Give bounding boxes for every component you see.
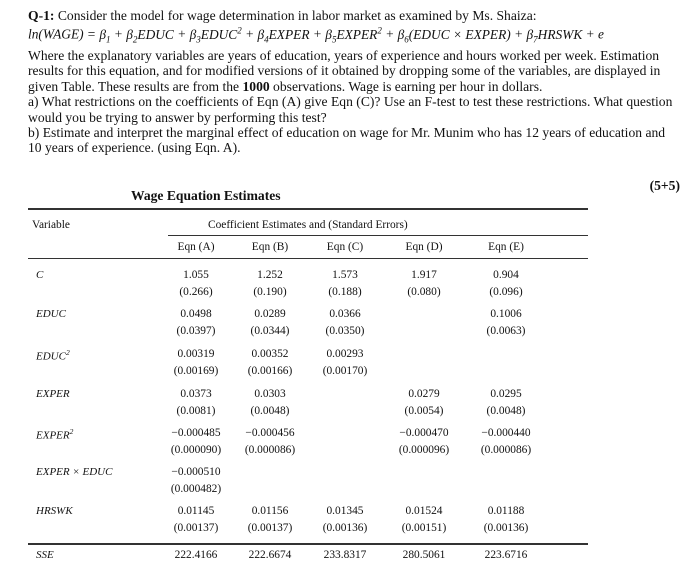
standard-error: (0.00137) (173, 522, 219, 534)
sse-value: 280.5061 (402, 549, 446, 561)
standard-error: (0.00151) (401, 522, 447, 534)
beta-subscript: 3 (196, 34, 201, 45)
part-a: a) What restrictions on the coefficients of Eqn (A) give Eqn (C)? Use an F-test to test these restrictions. What question would you be trying to answer by performing this test? (28, 94, 673, 125)
beta-subscript: 2 (132, 34, 138, 45)
variable-exponent: 2 (69, 427, 74, 436)
standard-error: (0.00169) (173, 365, 219, 377)
wage-estimates-table (28, 208, 588, 568)
standard-error: (0.080) (407, 286, 441, 298)
equation-term (526, 26, 583, 45)
coefficient-value: 1.252 (257, 269, 283, 281)
coefficient-value: 1.917 (411, 269, 437, 281)
standard-error: (0.0350) (325, 325, 365, 337)
coefficient-value: 0.0303 (254, 388, 286, 400)
header-bottom-rule (28, 258, 588, 259)
beta-subscript: 6 (404, 34, 409, 45)
group-header: Coefficient Estimates and (Standard Errors) (208, 219, 408, 231)
coefficient-value: 0.00293 (326, 348, 364, 360)
beta-symbol: β (325, 26, 332, 42)
coefficient-value: 0.0366 (329, 308, 361, 320)
variable-exponent: 2 (65, 348, 70, 357)
row-variable: C (36, 269, 44, 281)
coefficient-value: −0.000470 (399, 427, 449, 439)
sse-value: 222.6674 (248, 549, 292, 561)
sse-top-rule (28, 543, 588, 545)
term-variable: EXPER (336, 26, 378, 42)
row-variable: EXPER (36, 388, 70, 400)
beta-subscript: 7 (533, 34, 538, 45)
term-variable: EDUC (137, 26, 174, 42)
standard-error: (0.0081) (176, 405, 216, 417)
standard-error: (0.0054) (404, 405, 444, 417)
term-variable: (EDUC × EXPER) (408, 26, 511, 42)
coefficient-value: −0.000485 (171, 427, 221, 439)
question-description (28, 48, 678, 94)
row-variable: EDUC (36, 308, 66, 320)
column-header: Eqn (A) (177, 241, 215, 253)
coefficient-value: 0.01188 (487, 505, 525, 517)
term-variable: EXPER (268, 26, 310, 42)
equation-plus: + (110, 26, 127, 42)
standard-error: (0.0397) (176, 325, 216, 337)
part-b: b) Estimate and interpret the marginal effect of education on wage for Mr. Munim who has 12 years of education and 10 years of experience. (using Eqn. A). (28, 124, 666, 156)
variable-header: Variable (32, 219, 70, 231)
standard-error: (0.266) (179, 286, 213, 298)
desc-post: observations. Wage is earning per hour in dollars. (269, 78, 543, 94)
coefficient-value: 0.01156 (251, 505, 289, 517)
desc-pre: Where the explanatory variables are years of education, years of experience and hours worked per week. Estimation results for this equation, and for modified versions of it obtained by dropping some of the variables, are displayed in given Table. These results are from the (28, 47, 661, 94)
standard-error: (0.00136) (322, 522, 368, 534)
row-variable: SSE (36, 549, 54, 561)
coefficient-value: 0.0373 (180, 388, 212, 400)
equation-term (397, 26, 511, 45)
coefficient-value: −0.000510 (171, 466, 221, 478)
beta-subscript: 1 (106, 34, 111, 45)
standard-error: (0.000086) (480, 444, 532, 456)
group-underline (168, 235, 588, 236)
equation-term (257, 26, 310, 45)
standard-error: (0.190) (253, 286, 287, 298)
beta-symbol: β (397, 26, 405, 42)
sse-value: 223.6716 (484, 549, 528, 561)
standard-error: (0.000482) (170, 483, 222, 495)
coefficient-value: 0.0498 (180, 308, 212, 320)
beta-subscript: 4 (264, 34, 269, 45)
intro-text: Consider the model for wage determination in labor market as examined by Ms. Shaiza: (57, 8, 537, 23)
error-term: e (598, 26, 604, 42)
coefficient-value: 0.00319 (177, 348, 215, 360)
sse-value: 233.8317 (323, 549, 367, 561)
column-header: Eqn (E) (488, 241, 524, 253)
standard-error: (0.000090) (170, 444, 222, 456)
coefficient-value: 0.01345 (326, 505, 364, 517)
equation-plus: + (381, 26, 398, 42)
coefficient-value: 0.0295 (490, 388, 522, 400)
term-exponent: 2 (377, 25, 382, 36)
coefficient-value: −0.000456 (245, 427, 295, 439)
column-header: Eqn (B) (251, 241, 289, 253)
row-variable: HRSWK (36, 505, 73, 517)
standard-error: (0.000096) (398, 444, 450, 456)
equation-plus: + (241, 26, 258, 42)
coefficient-value: 0.0289 (254, 308, 286, 320)
standard-error: (0.00137) (247, 522, 293, 534)
standard-error: (0.00170) (322, 365, 368, 377)
equation-plus: + (309, 26, 326, 42)
coefficient-value: 1.055 (183, 269, 209, 281)
equation-lhs: ln(WAGE) = (28, 26, 100, 42)
coefficient-value: −0.000440 (481, 427, 531, 439)
beta-symbol: β (189, 26, 197, 42)
table-title: Wage Equation Estimates (131, 188, 281, 203)
standard-error: (0.0344) (250, 325, 290, 337)
row-variable: EDUC$^2$ (36, 348, 70, 363)
question-intro (28, 8, 678, 23)
coefficient-value: 0.01145 (177, 505, 215, 517)
marks-label: (5+5) (649, 178, 680, 193)
beta-symbol: β (126, 26, 133, 42)
beta-symbol: β (526, 26, 534, 42)
standard-error: (0.0048) (486, 405, 526, 417)
row-variable: EXPER × EDUC (36, 466, 113, 478)
term-variable: EDUC (200, 26, 238, 42)
coefficient-value: 0.00352 (251, 348, 289, 360)
term-exponent: 2 (237, 25, 242, 36)
coefficient-value: 0.1006 (490, 308, 522, 320)
row-variable: EXPER$^2$ (36, 427, 74, 442)
standard-error: (0.00136) (483, 522, 529, 534)
equation-plus: + (582, 26, 599, 42)
coefficient-value: 0.01524 (405, 505, 443, 517)
term-variable: HRSWK (537, 26, 583, 42)
standard-error: (0.0063) (486, 325, 526, 337)
equation-term (99, 26, 111, 45)
standard-error: (0.188) (328, 286, 362, 298)
coefficient-value: 0.904 (493, 269, 519, 281)
sse-value: 222.4166 (174, 549, 218, 561)
standard-error: (0.000086) (244, 444, 296, 456)
equation-term (325, 25, 382, 45)
standard-error: (0.096) (489, 286, 523, 298)
standard-error: (0.00166) (247, 365, 293, 377)
column-header: Eqn (D) (405, 241, 443, 253)
beta-symbol: β (257, 26, 265, 42)
equation-plus: + (173, 26, 190, 42)
standard-error: (0.0048) (250, 405, 290, 417)
observations-count: 1000 (242, 78, 270, 94)
equation-term (189, 25, 242, 45)
coefficient-value: 0.0279 (408, 388, 440, 400)
question-label: Q-1: (28, 8, 55, 23)
table-top-rule (28, 208, 588, 210)
beta-symbol: β (99, 26, 106, 42)
column-header: Eqn (C) (326, 241, 364, 253)
question-block (28, 8, 678, 156)
regression-equation (28, 23, 678, 48)
beta-subscript: 5 (331, 34, 337, 45)
equation-plus: + (510, 26, 527, 42)
coefficient-value: 1.573 (332, 269, 358, 281)
equation-term (126, 26, 174, 45)
